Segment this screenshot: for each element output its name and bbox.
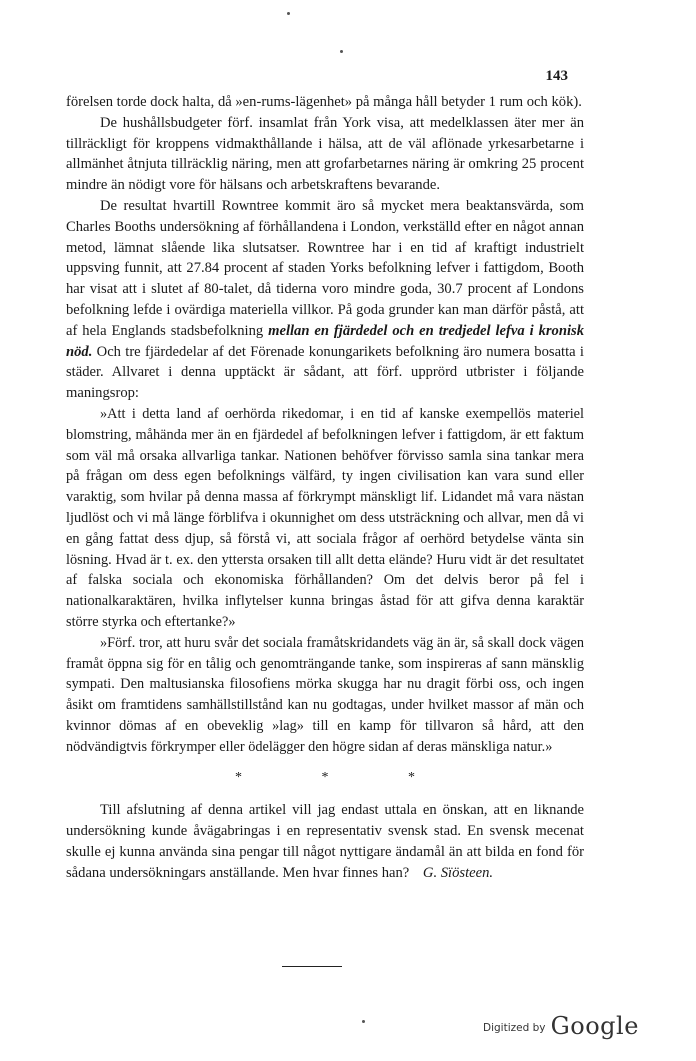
scan-speck <box>340 50 343 53</box>
quotation <box>66 404 584 758</box>
article-body <box>66 92 584 883</box>
section-separator: * * * <box>235 769 453 785</box>
scan-speck <box>287 12 290 15</box>
closing-text: Till afslutning af denna artikel vill jag endast uttala en önskan, att en liknande undersökning kunde åvägabringas i en representativ svensk stad. En svensk mecenat skulle ej kunna använda sina pengar till något nyttigare ändamål än att bilda en fond för sådana undersökningars anställande. Men hvar finnes han? <box>66 802 584 881</box>
emphasized-phrase: mellan en fjärdedel och en tredjedel lefva i kronisk nöd. <box>66 322 584 360</box>
page-number: 143 <box>545 68 568 84</box>
paragraph-3-start: De resultat hvartill Rowntree kommit äro så mycket mera beaktansvärda, som Charles Booths undersökning af förhållandena i London, verkställd efter en något annan metod, lämnat slående lika slutsatser. Rowntree har i en tid af kraftigt industrielt uppsving funnit, att 27.84 procent af staden Yorks befolkning lefver i fattigdom, Booth har visat att i slutet af 80-talet, då tiderna voro mindre goda, 30.7 procent af Londons befolkning lefde i ovärdiga materiella villkor. På goda grunder kan man därför påstå, att af hela Englands stadsbefolkning <box>66 197 584 339</box>
closing-paragraph <box>66 800 584 883</box>
paragraph-1: förelsen torde dock halta, då »en-rums-lägenhet» på många håll betyder 1 rum och kök). <box>66 94 582 110</box>
paragraph-3-end: Och tre fjärdedelar af det Förenade konungarikets befolkning äro numera bosatta i städer. Allvaret i denna upptäckt är sådant, att förf. upprörd utbrister i följande maningsrop: <box>66 343 584 402</box>
digitized-by-google-watermark <box>483 1012 639 1040</box>
end-rule <box>282 966 342 967</box>
author-signature: G. Sïösteen. <box>422 864 494 881</box>
paragraph-2: De hushållsbudgeter förf. insamlat från York visa, att medelklassen äter mer än tillräckligt för kroppens vidmakthållande i hälsa, att de väl aflönade yrkesarbetarne i allmänhet åtnjuta tillräcklig näring, men att grofarbetarnes näring är omkring 25 procent mindre än nödigt vore för hälsans och arbetskraftens bevarande. <box>66 114 584 194</box>
watermark-prefix: Digitized by <box>483 1022 546 1034</box>
quote-paragraph-1: »Att i detta land af oerhörda rikedomar, i en tid af kanske exempellös materiel blomstring, måhända mer än en fjärdedel af befolkningen lefver i fattigdom, är ett faktum som väl må orsaka allvarliga tankar. Nationen behöfver förvisso samla sina tankar mera på frågan om dess egen befolknings välfärd, ty ingen civilisation kan vara sund eller varaktig, som hvilar på denna massa af förkrympt mänskligt lif. Lidandet må vara nästan ljudlöst och vi må länge förblifva i okunnighet om dess utsträckning och allvar, men då vi en gång fattat dess djup, så förstå vi, att sociala frågor af oerhörd betydelse vänta sin lösning. Hvad är t. ex. den yttersta orsaken till allt detta elände? Huru vidt är det resultatet af falska sociala och ekonomiska förhållanden? Om det delvis beror på fel i nationalkaraktären, hvilka inflytelser kunna bringas åstad för att gifva denna karaktär större styrka och eftertanke?» <box>66 405 584 630</box>
quote-paragraph-2: »Förf. tror, att huru svår det sociala framåtskridandets väg än är, så skall dock vägen framåt öppna sig för en tålig och genomträngande tanke, som inspireras af sann mänsklig sympati. Den maltusianska filosofiens mörka skugga har nu dragit förbi oss, och ingen åsikt om framtidens samhällstillstånd kan nu godtagas, under hvilket massor af män och kvinnor dömas af en obeveklig »lag» till en kamp för tillvaron så hård, att den nödvändigtvis förkrymper eller ödelägger den högre sidan af deras mänskliga natur.» <box>66 634 584 755</box>
google-logo: Google <box>550 1012 639 1040</box>
paragraph-3 <box>66 196 584 404</box>
scan-speck <box>362 1020 365 1023</box>
